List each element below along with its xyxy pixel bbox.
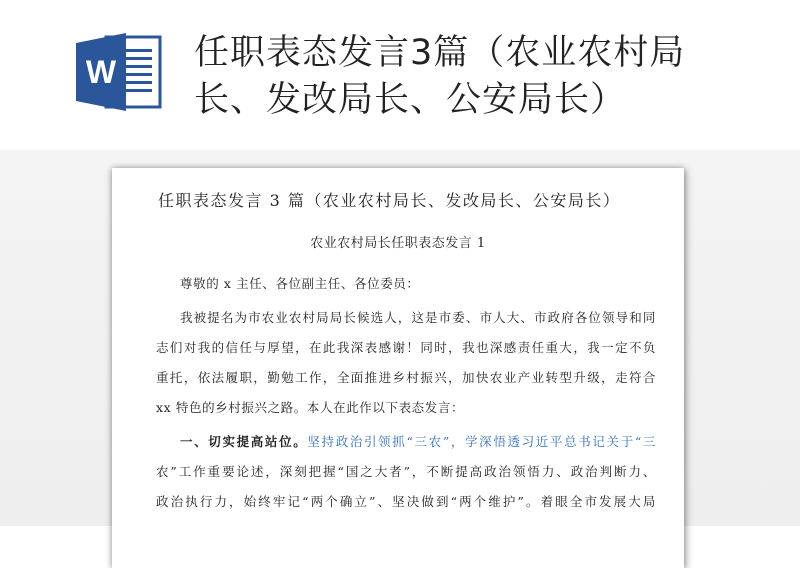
paragraph-line: 我被提名为市农业农村局局长候选人，这是市委、市人大、市政府各位领导和同 [180, 310, 656, 325]
document-title: 任职表态发言 3 篇（农业农村局长、发改局长、公安局长） [158, 191, 621, 210]
paragraph-line: 政治执行力，始终牢记“两个确立”、坚决做到“两个维护”。着眼全市发展大局 [156, 494, 656, 509]
page-title-line-2: 长、发改局长、公安局长） [194, 80, 627, 120]
paragraph-line: 重托，依法履职，勤勉工作，全面推进乡村振兴，加快农业产业转型升级，走符合 [156, 370, 656, 385]
section-heading-text: 坚持政治引领抓“三农”，学深悟透习近平总书记关于“三 [307, 434, 656, 449]
paragraph-line: 志们对我的信任与厚望，在此我深表感谢！同时，我也深感责任重大，我一定不负 [156, 340, 656, 355]
svg-text:W: W [85, 54, 117, 90]
document-subtitle: 农业农村局长任职表态发言 1 [310, 236, 486, 251]
document-page [112, 168, 684, 568]
paragraph-line: xx 特色的乡村振兴之路。本人在此作以下表态发言： [156, 400, 465, 415]
word-document-icon [76, 33, 164, 111]
page-title-line-1: 任职表态发言3篇（农业农村局 [194, 33, 686, 73]
page-title [194, 30, 754, 124]
section-heading: 一、切实提高站位。 [180, 434, 308, 449]
section-heading-line [180, 432, 656, 450]
header-banner [0, 0, 800, 150]
salutation: 尊敬的 x 主任、各位副主任、各位委员： [180, 276, 420, 291]
paragraph-line: 农”工作重要论述，深刻把握“国之大者”，不断提高政治领悟力、政治判断力、 [156, 464, 656, 479]
